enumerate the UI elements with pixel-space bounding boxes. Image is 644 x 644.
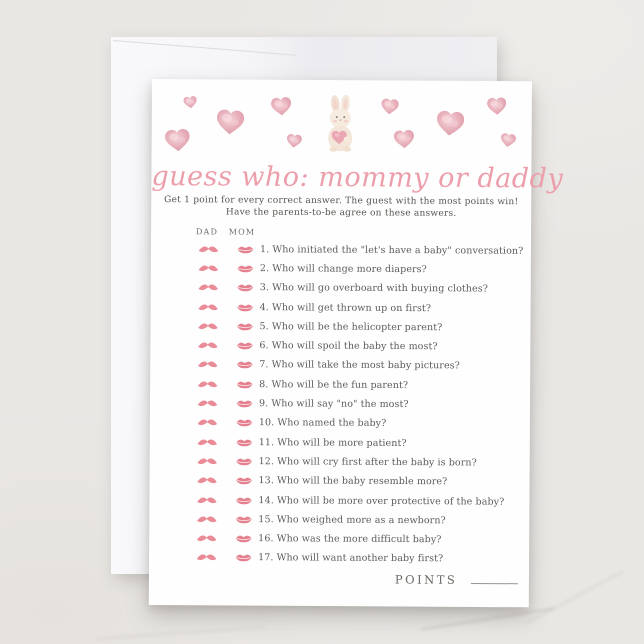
question-text: 12. Who will cry first after the baby is born?	[258, 456, 477, 469]
mustache-icon	[197, 457, 218, 465]
mustache-icon	[197, 399, 218, 407]
heart-icon	[214, 106, 247, 137]
question-row	[150, 316, 530, 338]
question-text: 2. Who will change more diapers?	[259, 263, 427, 276]
heart-icon	[285, 132, 304, 150]
question-text: 11. Who will be more patient?	[258, 436, 407, 449]
question-text: 15. Who weighed more as a newborn?	[258, 513, 446, 527]
heart-icon	[433, 107, 467, 139]
lips-icon	[235, 552, 252, 563]
question-text: 5. Who will be the helicopter parent?	[259, 320, 443, 334]
mustache-icon	[196, 534, 217, 542]
lips-icon	[236, 398, 253, 409]
question-row	[151, 258, 531, 280]
instructions-line-2: Have the parents-to-be agree on these answers.	[225, 206, 457, 219]
question-text: 7. Who will take the most baby pictures?	[259, 359, 460, 372]
question-row	[150, 432, 530, 454]
points-label: POINTS	[394, 572, 458, 587]
mustache-icon	[198, 264, 219, 272]
question-row	[149, 471, 529, 493]
marble-vein	[95, 626, 265, 640]
question-row	[149, 548, 529, 570]
column-headers	[151, 227, 531, 237]
card-fold-crease	[113, 40, 296, 56]
question-text: 4. Who will get thrown up on first?	[259, 301, 432, 314]
question-text: 17. Who will want another baby first?	[258, 552, 444, 565]
mustache-icon	[197, 361, 218, 369]
lips-icon	[236, 437, 253, 448]
question-row	[151, 239, 531, 261]
lips-icon	[237, 263, 254, 274]
mustache-icon	[198, 245, 219, 253]
lips-icon	[236, 417, 253, 428]
points-section	[395, 568, 518, 588]
question-row	[150, 335, 530, 357]
question-text: 9. Who will say "no" the most?	[258, 398, 409, 411]
points-blank-line	[471, 572, 518, 584]
lips-icon	[236, 456, 253, 467]
lips-icon	[236, 475, 253, 486]
heart-icon	[485, 95, 508, 116]
instructions	[151, 195, 531, 220]
question-row	[151, 297, 531, 319]
question-text: 3. Who will go overboard with buying clothes?	[259, 282, 488, 295]
mustache-icon	[197, 341, 218, 349]
lips-icon	[237, 302, 254, 313]
heart-icon	[163, 126, 193, 154]
mustache-icon	[197, 438, 218, 446]
game-card	[149, 79, 564, 607]
mustache-icon	[196, 554, 217, 562]
lips-icon	[235, 533, 252, 544]
mustache-icon	[197, 380, 218, 388]
question-text: 14. Who will be more over protective of the baby?	[258, 494, 505, 508]
question-text: 13. Who will the baby resemble more?	[258, 475, 448, 488]
mustache-icon	[198, 303, 219, 311]
lips-icon	[235, 514, 252, 525]
lips-icon	[237, 244, 254, 255]
lips-icon	[235, 495, 252, 506]
mom-column-header: MOM	[228, 227, 256, 237]
question-text: 16. Who was the more difficult baby?	[258, 533, 442, 546]
lips-icon	[236, 379, 253, 390]
heart-icon	[182, 94, 199, 110]
question-row	[149, 528, 529, 550]
question-text: 8. Who will be the fun parent?	[259, 378, 409, 391]
question-text: 10. Who named the baby?	[258, 417, 387, 430]
mustache-icon	[197, 322, 218, 330]
question-row	[149, 509, 529, 531]
question-row	[150, 451, 530, 473]
heart-icon	[269, 95, 294, 118]
question-row	[150, 374, 530, 396]
question-text: 6. Who will spoil the baby the most?	[259, 340, 438, 353]
question-row	[150, 355, 530, 377]
marble-vein	[526, 570, 624, 623]
instructions-line-1: Get 1 point for every correct answer. The guest with the most points win!	[164, 195, 519, 208]
question-row	[150, 413, 530, 435]
heart-icon	[499, 131, 518, 149]
heart-icon	[392, 128, 416, 150]
mustache-icon	[197, 419, 218, 427]
mustache-icon	[196, 515, 217, 523]
question-text: 1. Who initiated the "let's have a baby" conversation?	[259, 243, 524, 257]
lips-icon	[237, 282, 254, 293]
question-row	[149, 490, 529, 512]
lips-icon	[236, 340, 253, 351]
question-list	[149, 239, 531, 569]
mustache-icon	[196, 496, 217, 504]
card-title: guess who: mommy or daddy	[151, 160, 564, 195]
question-row	[151, 278, 531, 300]
mustache-icon	[198, 284, 219, 292]
bunny-illustration	[322, 94, 359, 152]
lips-icon	[236, 321, 253, 332]
mustache-icon	[197, 476, 218, 484]
heart-icon	[379, 97, 401, 117]
dad-column-header: DAD	[195, 227, 219, 237]
lips-icon	[236, 359, 253, 370]
question-row	[150, 393, 530, 415]
